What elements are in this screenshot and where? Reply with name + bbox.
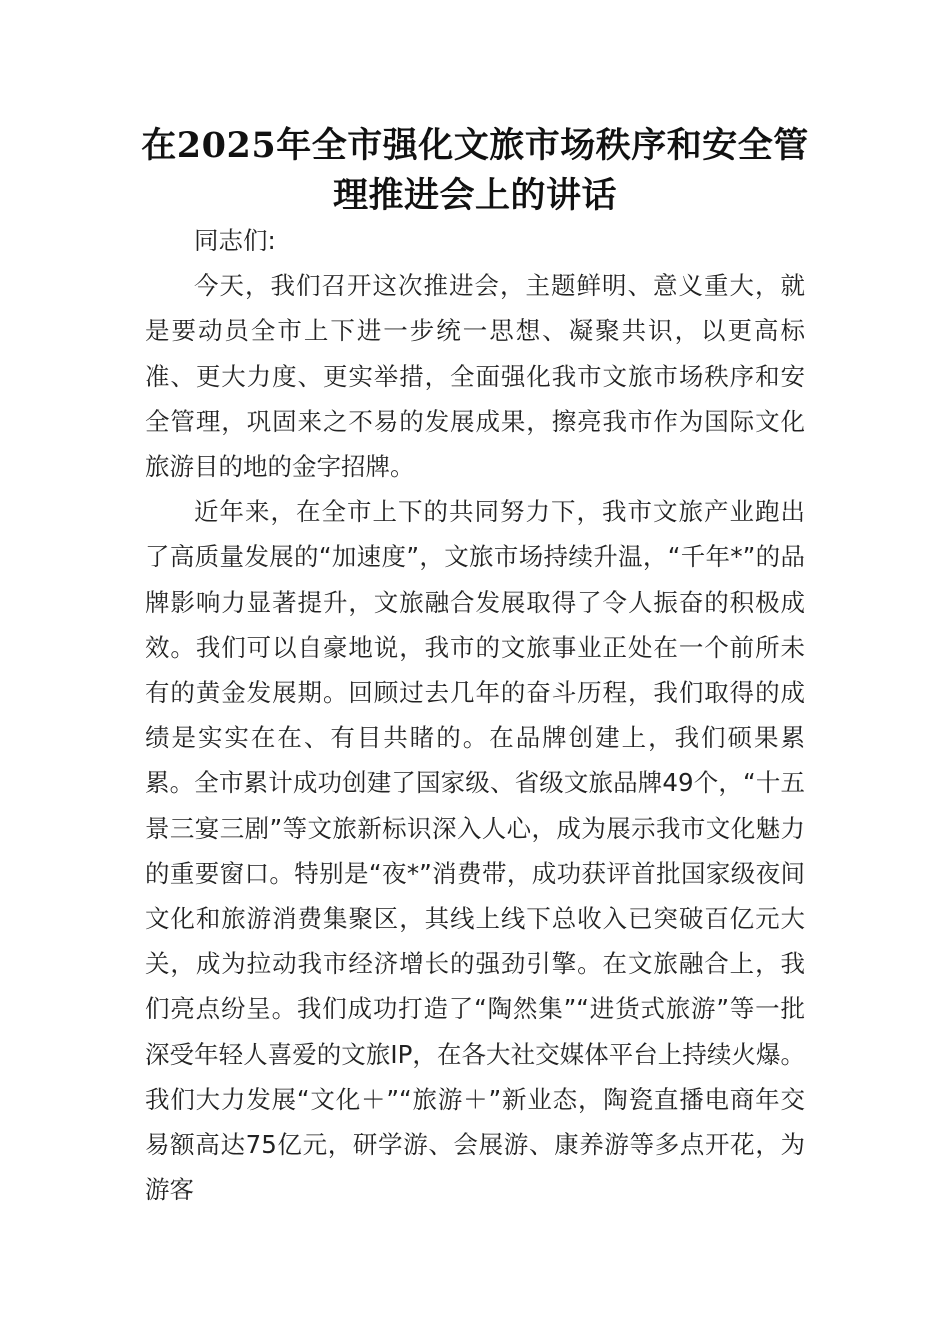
paragraph-1: 今天，我们召开这次推进会，主题鲜明、意义重大，就是要动员全市上下进一步统一思想、凝聚共识，以更高标准、更大力度、更实举措，全面强化我市文旅市场秩序和安全管理，巩固来之不易的发展成果，擦亮我市作为国际文化旅游目的地的金字招牌。 [145, 271, 805, 482]
document-title-line-1: 在2025年全市强化文旅市场秩序和安全管 [141, 125, 809, 166]
paragraph-2: 近年来，在全市上下的共同努力下，我市文旅产业跑出了高质量发展的“加速度”，文旅市场持续升温，“千年*”的品牌影响力显著提升，文旅融合发展取得了令人振奋的积极成效。我们可以自豪地说，我市的文旅事业正处在一个前所未有的黄金发展期。回顾过去几年的奋斗历程，我们取得的成绩是实实在在、有目共睹的。在品牌创建上，我们硕果累累。全市累计成功创建了国家级、省级文旅品牌49个，“十五景三宴三剧”等文旅新标识深入人心，成为展示我市文化魅力的重要窗口。特别是“夜*”消费带，成功获评首批国家级夜间文化和旅游消费集聚区，其线上线下总收入已突破百亿元大关，成为拉动我市经济增长的强劲引擎。在文旅融合上，我们亮点纷呈。我们成功打造了“陶然集”“进货式旅游”等一批深受年轻人喜爱的文旅IP，在各大社交媒体平台上持续火爆。我们大力发展“文化＋”“旅游＋”新业态，陶瓷直播电商年交易额高达75亿元，研学游、会展游、康养游等多点开花，为游客 [145, 497, 805, 1205]
salutation: 同志们: [194, 226, 276, 255]
document-title-line-2: 理推进会上的讲话 [332, 175, 617, 216]
document-body [145, 218, 805, 1212]
